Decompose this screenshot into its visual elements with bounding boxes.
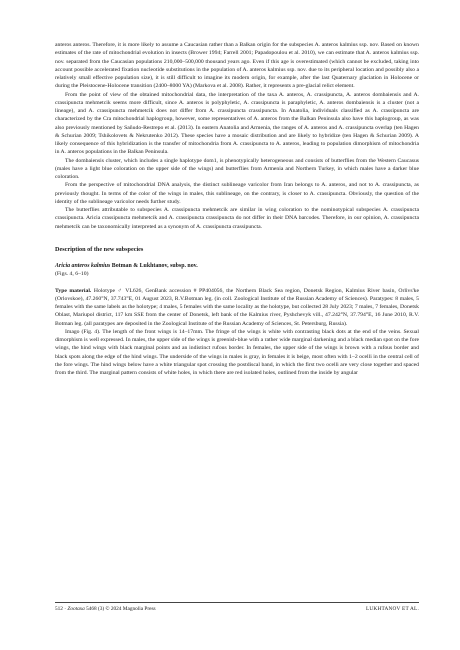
page-number: 512: [55, 606, 63, 612]
paragraph-2: From the point of view of the obtained mitochondrial data, the interpretation of the taxa A. anteros, A. crassipuncta, A. anteros dombaiensis and A. crassipuncta mehmetcik seems more difficult, since A. anteros is polyphyletic, A. crassipuncta is paraphyletic, A. anteros dombaiensis is a cluster (not a lineage), and A. crassipuncta mehmetcik does not differ from A. crassipuncta crassipuncta. In Anatolia, individuals classified as A. crassipuncta are characterized by the Cra mitochondrial haplogroup, however, some representatives of A. anteros from the Balkan Peninsula also have this haplogroup, as was also previously mentioned by Sañudo-Restrepo et al. (2013). In eastern Anatolia and Armenia, the ranges of A. anteros and A. crassipuncta overlap (ten Hagen & Schurian 2009; Tshikolovets & Nekrutenko 2012). These species have a mosaic distribution and are likely to hybridize (ten Hagen & Schurian 2009). A likely consequence of this hybridization is the transfer of mitochondria from A. crassipuncta to A. anteros, leading to population dimorphism of mitochondria in A. anteros populations in the Balkan Peninsula.: [55, 91, 419, 156]
section-heading: Description of the new subspecies: [55, 245, 144, 253]
imago-paragraph: Imago (Fig. 4). The length of the front wings is 14–17mm. The fringe of the wings is white with contrasting black dots at the end of the veins. Sexual dimorphism is well expressed. In males, the upper side of the wings is greenish-blue with a rather wide marginal darkening and a black median spot on the fore wings, the hind wings with black marginal points and an indistinct rufous border. In females, the upper side of the wings is brown with a rufous border and black spots along the edge of the hind wings. The underside of the wings in males is gray, in females it is beige, most often with 1–2 ocelli in the central cell of the fore wings. The hind wings below have a white triangular spot crossing the postdiscal band, in which the first two ocelli are very close together and spaced from the third. The marginal pattern consists of white holes, in which there are red isolated holes, outlined from the inside by angular: [55, 328, 419, 376]
paragraph-4: From the perspective of mitochondrial DNA analysis, the distinct sublineage varicolor from Iran belongs to A. anteros, and not to A. crassipuncta, as previously thought. In terms of the color of the wings in males, this sublineage, on the contrary, is closer to A. crassipuncta. Obviously, the question of the identity of the sublineage varicolor needs further study.: [55, 182, 419, 205]
species-title: [55, 262, 419, 270]
type-material-label: Type material.: [55, 287, 92, 294]
species-authority: Botman & Lukhtanov, subsp. nov.: [110, 263, 198, 269]
journal-volume: 5468 (3) © 2024 Magnolia Press: [84, 606, 156, 612]
journal-name: Zootaxa: [67, 606, 85, 612]
footer-citation: [55, 606, 156, 613]
type-material-text: Holotype ♂ VL626, GenBank accession # PP404056, the Northern Black Sea region, Donetsk Region, Kalmius River basin, Orlivs'ke (Orlovskoe), 47.260°N, 37.743°E, 01 August 2023, R.V.Botman leg. (in coll. Zoological Institute of the Russian Academy of Sciences). Paratypes: 8 males, 5 females with the same labels as the holotype; 4 males, 5 females with the same locality as the holotype, but collected 28 July 2023; 7 males, 7 females, Donetsk Oblast, Mariupol district, 117 km SSE from the center of Donetsk, left bank of the Kalmius river, Pyshchevyk vill., 47.242°N, 37.794°E, 16 June 2010, R.V. Botman leg. (all paratypes are deposited in the Zoological Institute of the Russian Academy of Sciences, St. Petersburg, Russia).: [55, 287, 419, 327]
footer-separator: ·: [62, 606, 68, 612]
species-name: Aricia anteros kalmius: [55, 263, 111, 269]
article-body: [55, 41, 419, 377]
footer-author: LUKHTANOV ET AL.: [365, 606, 419, 612]
page-footer: [55, 602, 419, 613]
figure-reference: (Figs. 4, 6–10): [55, 271, 89, 278]
paragraph-1: anteros anteros. Therefore, it is more likely to assume a Caucasian rather than a Balkan origin for the subspecies A. anteros kalmius ssp. nov. Based on known estimates of the rate of mitochondrial evolution in insects (Brower 1994; Farrell 2001; Papadopoulou et al. 2010), we can estimate that A. anteros kalmius ssp. nov. separated from the Caucasian populations 210,000–500,000 thousand years ago. Even if this age is overestimated (which cannot be excluded, taking into account possible accelerated fixation nucleotide substitutions in the population of A. anteros kalmius ssp. nov. due to its peripheral location and possibly also a relatively small effective population size), it is still difficult to imagine its modern origin, for example, after the last Quaternary glaciation in Holocene or during the Pleistocene-Holocene transition (2400–8000 YA) (Markova et al. 2008). Rather, it represents a pre-glacial relict element.: [55, 42, 419, 90]
paragraph-3: The dombaiensis cluster, which includes a single haplotype dom1, is phenotypically heterogeneous and consists of butterflies from the Western Caucasus (males have a light blue coloration on the upper side of the wings) and butterflies from Armenia and Northern Turkey, in which males have a darker blue coloration.: [55, 157, 419, 180]
paragraph-5: The butterflies attributable to subspecies A. crassipuncta mehmetcik are similar in wing coloration to the nominotypical subspecies A. crassipuncta crassipuncta. Aricia crassipuncta mehmetcik and A. crassipuncta crassipuncta do not differ in their DNA barcodes. Therefore, in our opinion, A. crassipuncta mehmetcik can be taxonomically interpreted as a synonym of A. crassipuncta crassipuncta.: [55, 207, 419, 230]
footer-rule: [55, 602, 419, 603]
type-material-paragraph: [55, 287, 419, 328]
